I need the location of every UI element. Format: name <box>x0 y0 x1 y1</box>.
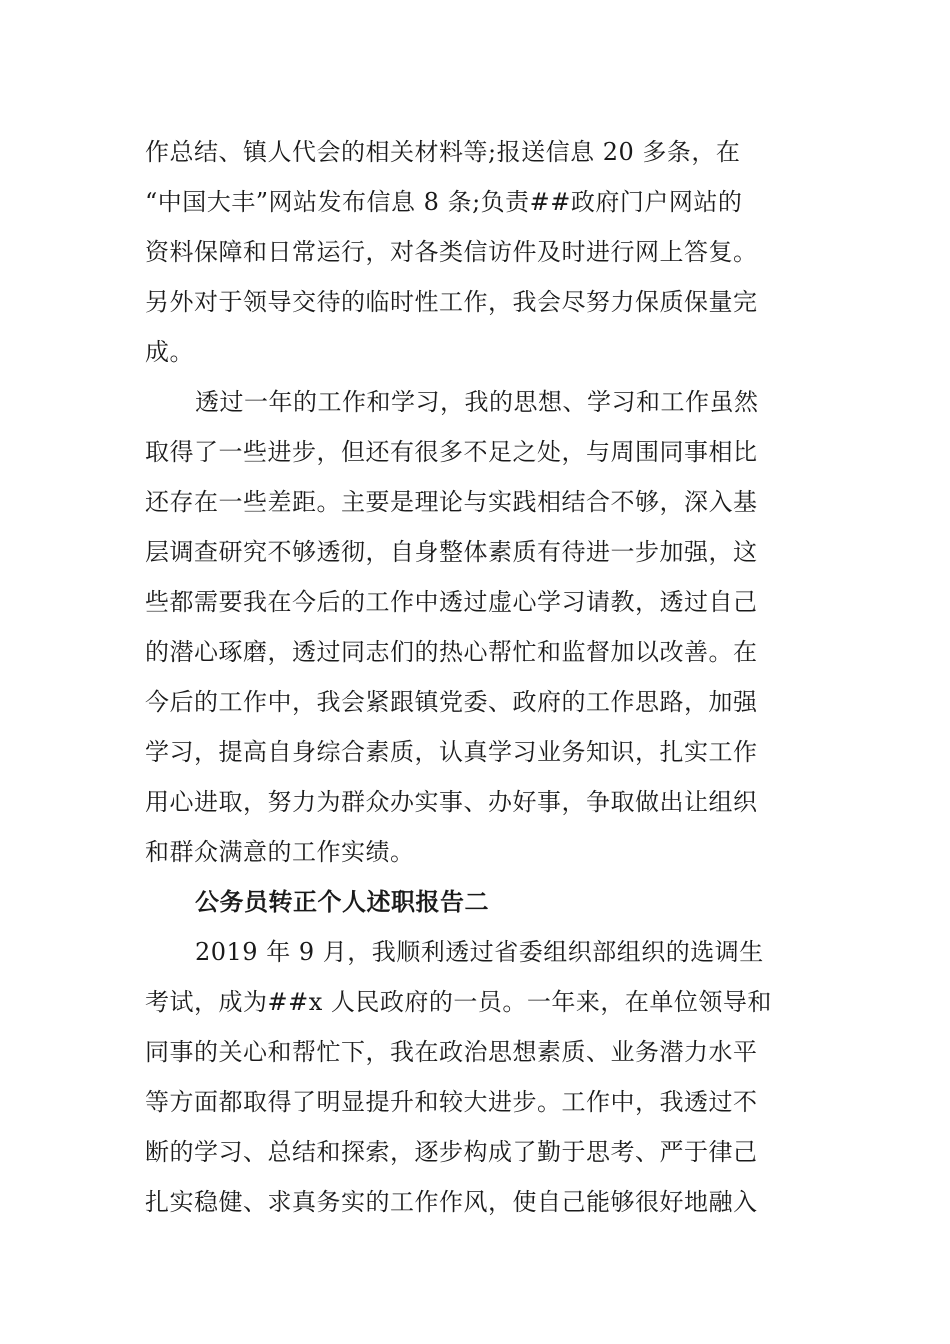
paragraph-report-two <box>145 927 785 1227</box>
text-line: 用心进取，努力为群众办实事、办好事，争取做出让组织 <box>145 788 758 816</box>
heading-text: 公务员转正个人述职报告二 <box>195 887 489 916</box>
text-line: 些都需要我在今后的工作中透过虚心学习请教，透过自己 <box>145 588 758 616</box>
text-line: 2019 年 9 月，我顺利透过省委组织部组织的选调生 <box>195 938 764 966</box>
text-line: 考试，成为##x 人民政府的一员。一年来，在单位领导和 <box>145 988 772 1016</box>
text-line: 断的学习、总结和探索，逐步构成了勤于思考、严于律己 <box>145 1138 758 1166</box>
text-line: 扎实稳健、求真务实的工作作风，使自己能够很好地融入 <box>145 1188 758 1216</box>
text-line: 透过一年的工作和学习，我的思想、学习和工作虽然 <box>195 388 759 416</box>
text-line: 等方面都取得了明显提升和较大进步。工作中，我透过不 <box>145 1088 758 1116</box>
text-line: 层调查研究不够透彻，自身整体素质有待进一步加强，这 <box>145 538 758 566</box>
text-line: 今后的工作中，我会紧跟镇党委、政府的工作思路，加强 <box>145 688 758 716</box>
text-line: 成。 <box>145 338 194 366</box>
text-line: 学习，提高自身综合素质，认真学习业务知识，扎实工作 <box>145 738 758 766</box>
text-line: 的潜心琢磨，透过同志们的热心帮忙和监督加以改善。在 <box>145 638 758 666</box>
text-line: 还存在一些差距。主要是理论与实践相结合不够，深入基 <box>145 488 758 516</box>
paragraph-continuation <box>145 127 785 377</box>
section-heading <box>145 877 785 927</box>
text-line: 同事的关心和帮忙下，我在政治思想素质、业务潜力水平 <box>145 1038 758 1066</box>
text-line: 作总结、镇人代会的相关材料等;报送信息 20 多条，在 <box>145 138 741 166</box>
text-line: 资料保障和日常运行，对各类信访件及时进行网上答复。 <box>145 238 758 266</box>
paragraph-self-assessment <box>145 377 785 877</box>
text-line: “中国大丰”网站发布信息 8 条;负责##政府门户网站的 <box>145 188 743 216</box>
text-line: 另外对于领导交待的临时性工作，我会尽努力保质保量完 <box>145 288 758 316</box>
text-line: 取得了一些进步，但还有很多不足之处，与周围同事相比 <box>145 438 758 466</box>
text-line: 和群众满意的工作实绩。 <box>145 838 415 866</box>
